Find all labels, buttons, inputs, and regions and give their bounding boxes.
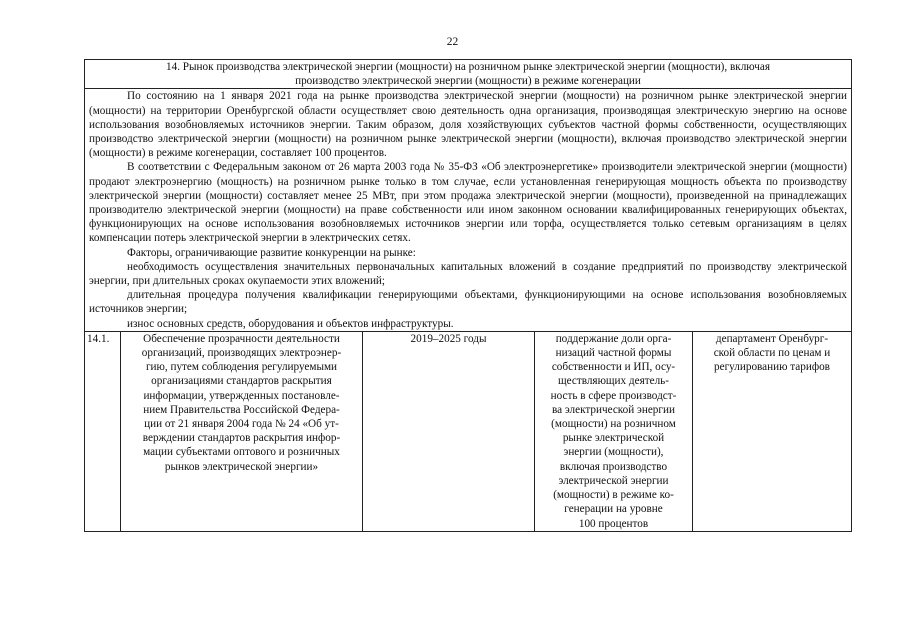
section-heading-line: 14. Рынок производства электрической энергии (мощности) на розничном рынке электрической энергии (мощности), включая <box>166 61 770 73</box>
text-line: рынке электрической <box>562 432 665 445</box>
text-line: низаций частной формы <box>555 347 672 360</box>
paragraph: необходимость осуществления значительных первоначальных капитальных вложений в создание предприятий по производству электрической энергии, при длительных сроках окупаемости этих вложений; <box>89 260 847 288</box>
text-line: генерации на уровне <box>564 503 663 516</box>
text-line: рынков электрической энергии» <box>164 460 319 473</box>
paragraph: По состоянию на 1 января 2021 года на рынке производства электрической энергии (мощности) на розничном рынке электрической энергии (мощности) на территории Оренбургской области осуществляет свою деятельность одна организация, производящая электрическую энергию на основе использования возобновляемых источников энергии. Таким образом, доля хозяйствующих субъектов частной формы собственности, осуществляющих производство электрической энергии (мощности) на розничном рынке электрической энергии (мощности), включая производство электрической энергии (мощности) в режиме когенерации, составляет 100 процентов. <box>89 90 847 160</box>
target-indicator <box>535 331 693 531</box>
text-line: 100 процентов <box>578 517 649 530</box>
text-line: организациями стандартов раскрытия <box>151 375 332 388</box>
section-heading-row <box>85 60 852 89</box>
text-line: включая производство <box>559 460 668 473</box>
text-line: поддержание доли орга- <box>555 332 672 345</box>
paragraph: износ основных средств, оборудования и объектов инфраструктуры. <box>127 317 454 330</box>
section-body-row <box>85 89 852 331</box>
text-line: нием Правительства Российской Федера- <box>143 403 340 416</box>
paragraph: Факторы, ограничивающие развитие конкуренции на рынке: <box>127 246 416 259</box>
responsible-executor <box>693 331 852 531</box>
implementation-period: 2019–2025 годы <box>363 331 535 531</box>
text-line: электрической энергии <box>558 474 669 487</box>
text-line: (мощности) на розничном <box>551 418 676 431</box>
text-line: организаций, производящих электроэнер- <box>141 347 342 360</box>
text-line: ность в сфере производст- <box>550 389 677 402</box>
measure-number: 14.1. <box>85 331 121 531</box>
competition-plan-table <box>84 59 852 532</box>
text-line: регулированию тарифов <box>714 361 830 374</box>
text-line: департамент Оренбург- <box>715 332 829 345</box>
measure-description <box>121 331 363 531</box>
text-line: гию, путем соблюдения регулируемыми <box>145 361 338 374</box>
table-row <box>85 331 852 531</box>
text-line: Обеспечение прозрачности деятельности <box>143 332 340 345</box>
section-heading-line: производство электрической энергии (мощности) в режиме когенерации <box>295 75 641 88</box>
text-line: ва электрической энергии <box>552 403 675 416</box>
text-line: собственности и ИП, осу- <box>551 361 676 374</box>
text-line: энергии (мощности), <box>563 446 664 459</box>
text-line: ции от 21 января 2004 года № 24 «Об ут- <box>144 418 339 431</box>
text-line: ществляющих деятель- <box>558 375 669 388</box>
text-line: информации, утвержденных постановле- <box>143 389 340 402</box>
page-number: 22 <box>446 36 459 48</box>
text-line: мации субъектами оптового и розничных <box>143 446 340 459</box>
text-line: (мощности) в режиме ко- <box>553 489 674 502</box>
section-heading <box>85 60 852 89</box>
section-body <box>85 89 852 331</box>
text-line: верждении стандартов раскрытия инфор- <box>142 432 341 445</box>
paragraph: длительная процедура получения квалификации генерирующими объектами, функционирующими на основе использования возобновляемых источников энергии; <box>89 289 847 316</box>
paragraph: В соответствии с Федеральным законом от 26 марта 2003 года № 35-ФЗ «Об электроэнергетике» производители электрической энергии (мощности) продают электроэнергию (мощность) на розничном рынке только в том случае, если установленная генерирующая мощность объекта по производству электрической энергии (мощности) составляет менее 25 МВт, при этом продажа электрической энергии (мощности), произведенной на принадлежащих производителю электрической энергии (мощности) на праве собственности или ином законном основании квалифицированных генерирующих объектах, функционирующих на основе использования возобновляемых источников энергии или торфа, осуществляется только сетевым организациям в целях компенсации потерь электрической энергии в электрических сетях. <box>89 161 847 245</box>
text-line: ской области по ценам и <box>713 347 831 360</box>
